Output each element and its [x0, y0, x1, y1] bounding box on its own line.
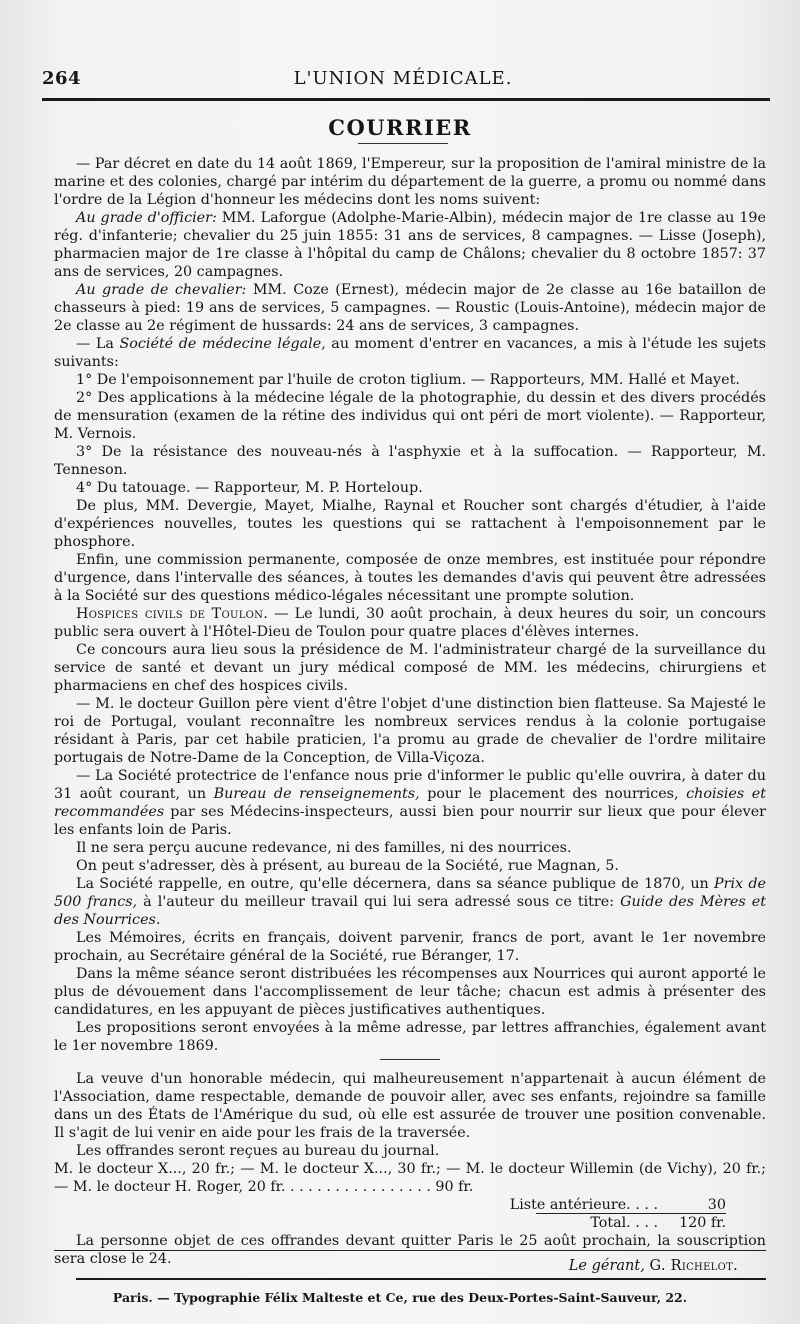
- paragraph-text: La Société rappelle, en outre, qu'elle décernera, dans sa séance publique de 1870, un: [76, 876, 715, 892]
- paragraph-text: pour le placement des nourrices,: [419, 786, 687, 802]
- paragraph: — Par décret en date du 14 août 1869, l'Empereur, sur la proposition de l'amiral ministre de la marine et des colonies, chargé par intérim du département de la guerre, a promu ou nommé dans l'ordre de la Légion d'honneur les médecins dont les noms suivent:: [54, 156, 766, 208]
- italic-text: choisies et recommandées: [54, 786, 766, 820]
- paragraph: [54, 281, 766, 335]
- signature-rule: [54, 1250, 766, 1251]
- paragraph: [54, 875, 766, 929]
- paragraph: Dans la même séance seront distribuées les récompenses aux Nourrices qui auront apporté le plus de dévouement dans l'accomplissement de leur tâche; chacun est admis à présenter des candidatures, en les appuyant de pièces justificatives authentiques.: [54, 966, 766, 1018]
- donation-list: M. le docteur X..., 20 fr.; — M. le docteur X..., 30 fr.; — M. le docteur Willemin (de Vichy), 20 fr.; — M. le docteur H. Roger, 20 fr. . . . . . . . . . . . . . . . . 90 fr.: [54, 1161, 766, 1195]
- italic-text: Au grade d'officier:: [76, 210, 217, 226]
- paragraph: 1° De l'empoisonnement par l'huile de croton tiglium. — Rapporteurs, MM. Hallé et Mayet.: [76, 372, 740, 388]
- total-amount: 120 fr.: [679, 1215, 726, 1231]
- paragraph: On peut s'adresser, dès à présent, au bureau de la Société, rue Magnan, 5.: [76, 858, 619, 874]
- section-separator: [380, 1059, 440, 1060]
- ledger-label: Liste antérieure. . . .: [509, 1197, 658, 1213]
- paragraph: [54, 605, 766, 641]
- paragraph: 3° De la résistance des nouveau-nés à l'asphyxie et à la suffocation. — Rapporteur, M. Tenneson.: [54, 444, 766, 478]
- paragraph-text: à l'auteur du meilleur travail qui lui sera adressé sous ce titre:: [137, 894, 621, 910]
- paragraph: Les offrandes seront reçues au bureau du journal.: [76, 1143, 440, 1159]
- paragraph: — M. le docteur Guillon père vient d'être l'objet d'une distinction bien flatteuse. Sa Majesté le roi de Portugal, voulant reconnaître les nombreux services rendus à la colonie portugaise résidant à Paris, par cet habile praticien, l'a promu au grade de chevalier de l'ordre militaire portugais de Notre-Dame de la Conception, de Villa-Viçoza.: [54, 696, 766, 766]
- small-caps-text: Hospices civils de Toulon.: [76, 606, 269, 622]
- paragraph: [54, 767, 766, 839]
- ledger-previous: [54, 1196, 766, 1214]
- italic-text: Prix de 500 francs,: [54, 876, 766, 910]
- italic-text: Société de médecine légale,: [119, 336, 326, 352]
- paragraph: La veuve d'un honorable médecin, qui malheureusement n'appartenait à aucun élément de l'Association, dame respectable, demande de pouvoir aller, avec ses enfants, rejoindre sa famille dans un des États de l'Amérique du sud, où elle est assurée de trouver une position convenable. Il s'agit de lui venir en aide pour les frais de la traversée.: [54, 1071, 766, 1141]
- paragraph: [54, 335, 766, 371]
- paragraph-text: — Le lundi, 30 août prochain, à deux heures du soir, un concours public sera ouvert à l'Hôtel-Dieu de Toulon pour quatre places d'élèves internes.: [54, 606, 766, 640]
- paragraph-text: MM. Coze (Ernest), médecin major de 2e classe au 16e bataillon de chasseurs à pied: 19 ans de services, 5 campagnes. — Roustic (Louis-Antoine), médecin major de 2e classe au 2e régiment de hussards: 24 ans de services, 3 campagnes.: [54, 282, 766, 334]
- paragraph: Enfin, une commission permanente, composée de onze membres, est instituée pour répondre d'urgence, dans l'intervalle des séances, à toutes les demandes d'avis qui peuvent être adressées à la Société sur des questions médico-légales nécessitant une prompte solution.: [54, 552, 766, 604]
- italic-text: Au grade de chevalier:: [76, 282, 247, 298]
- paragraph-text: — La: [76, 336, 120, 352]
- header-rule: [42, 98, 770, 101]
- paragraph: La personne objet de ces offrandes devant quitter Paris le 25 août prochain, la souscription sera close le 24.: [54, 1233, 766, 1267]
- paragraph: De plus, MM. Devergie, Mayet, Mialhe, Raynal et Roucher sont chargés d'étudier, à l'aide d'expériences nouvelles, toutes les questions qui se rattachent à l'empoisonnement par le phosphore.: [54, 498, 766, 550]
- signature: [569, 1258, 738, 1274]
- article-body: [54, 155, 766, 1268]
- page-header: [42, 68, 764, 94]
- paragraph-text: MM. Laforgue (Adolphe-Marie-Albin), médecin major de 1re classe au 19e rég. d'infanterie; chevalier du 25 juin 1855: 31 ans de services, 8 campagnes. — Lisse (Joseph), pharmacien major de 1re classe à l'hôpital du camp de Châlons; chevalier du 8 octobre 1857: 37 ans de services, 20 campagnes.: [54, 210, 766, 280]
- paragraph: Les Mémoires, écrits en français, doivent parvenir, francs de port, avant le 1er novembre prochain, au Secrétaire général de la Société, rue Béranger, 17.: [54, 930, 766, 964]
- total-label: Total. . . .: [590, 1215, 658, 1231]
- page-number: 264: [42, 68, 82, 89]
- paragraph-text: au moment d'entrer en vacances, a mis à l'étude les sujets suivants:: [54, 336, 766, 370]
- paragraph-text: par ses Médecins-inspecteurs, aussi bien pour nourrir sur lieux que pour élever les enfants loin de Paris.: [54, 804, 766, 838]
- italic-text: Bureau de renseignements,: [213, 786, 420, 802]
- journal-name: L'UNION MÉDICALE.: [293, 68, 513, 89]
- paragraph: Ce concours aura lieu sous la présidence de M. l'administrateur chargé de la surveillance du service de santé et devant un jury médical composé de MM. les médecins, chirurgiens et pharmaciens en chef des hospices civils.: [54, 642, 766, 694]
- ledger-amount: 30: [707, 1197, 726, 1213]
- paragraph: Il ne sera perçu aucune redevance, ni des familles, ni des nourrices.: [76, 840, 572, 856]
- ledger-total: [54, 1214, 766, 1232]
- italic-text: Guide des Mères et des Nourrices.: [54, 894, 766, 928]
- paragraph-text: — La Société protectrice de l'enfance nous prie d'informer le public qu'elle ouvrira, à dater du 31 août courant, un: [54, 768, 766, 802]
- paragraph: [54, 209, 766, 281]
- paragraph: Les propositions seront envoyées à la même adresse, par lettres affranchies, également avant le 1er novembre 1869.: [54, 1020, 766, 1054]
- paragraph: 2° Des applications à la médecine légale de la photographie, du dessin et des divers procédés de mensuration (examen de la rétine des individus qui ont péri de mort violente). — Rapporteur, M. Vernois.: [54, 390, 766, 442]
- signature-name: G. Richelot.: [649, 1258, 738, 1274]
- printer-footer: Paris. — Typographie Félix Malteste et Ce, rue des Deux-Portes-Saint-Sauveur, 22.: [112, 1290, 688, 1305]
- title-rule: [358, 143, 448, 144]
- footer-rule: [76, 1278, 766, 1280]
- section-title: COURRIER: [328, 115, 472, 140]
- paragraph: 4° Du tatouage. — Rapporteur, M. P. Horteloup.: [76, 480, 423, 496]
- signature-prefix: Le gérant,: [568, 1258, 645, 1274]
